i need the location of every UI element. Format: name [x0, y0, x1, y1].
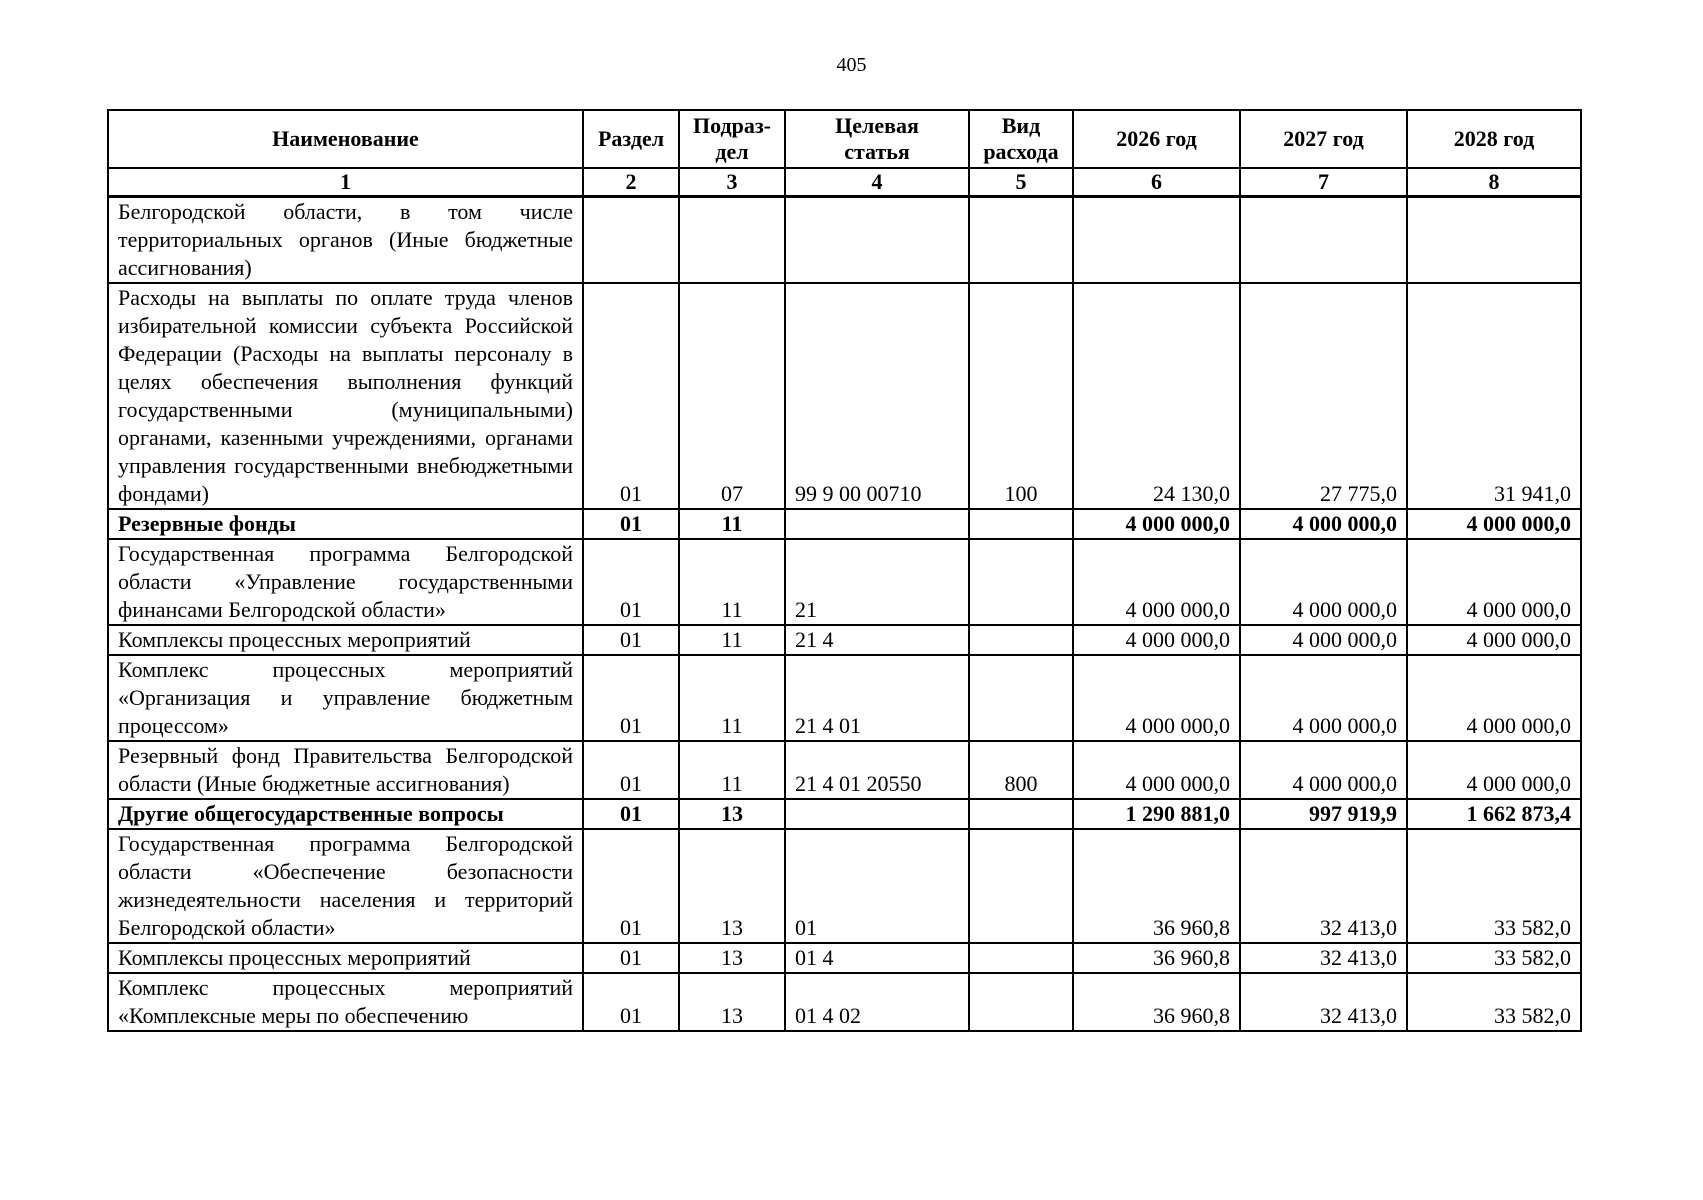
table-cell-name: Комплексы процессных мероприятий: [108, 943, 583, 973]
table-row: [108, 943, 1581, 973]
table-cell-vid: [969, 943, 1073, 973]
column-number: 6: [1073, 168, 1240, 197]
table-row: [108, 973, 1581, 1031]
table-row: [108, 625, 1581, 655]
table-cell-2027: 32 413,0: [1240, 973, 1407, 1031]
table-cell-name: Расходы на выплаты по оплате труда членов избирательной комиссии субъекта Российской Федерации (Расходы на выплаты персоналу в целях обеспечения выполнения функций государственными (муниципальными) органами, казенными учреждениями, органами управления государственными внебюджетными фондами): [108, 283, 583, 509]
header-cell-podrazdel: Подраз- дел: [679, 110, 785, 168]
table-cell-podrazdel: 11: [679, 509, 785, 539]
table-cell-razdel: 01: [583, 799, 679, 829]
column-number: 7: [1240, 168, 1407, 197]
header-cell-2028: 2028 год: [1407, 110, 1581, 168]
table-cell-2027: 4 000 000,0: [1240, 625, 1407, 655]
table-cell-podrazdel: 13: [679, 973, 785, 1031]
table-cell-name: Белгородской области, в том числе территориальных органов (Иные бюджетные ассигнования): [108, 197, 583, 284]
table-cell-2028: 33 582,0: [1407, 829, 1581, 943]
table-cell-vid: 100: [969, 283, 1073, 509]
table-row: [108, 799, 1581, 829]
table-cell-2026: 36 960,8: [1073, 943, 1240, 973]
table-cell-vid: [969, 655, 1073, 741]
table-cell-2026: 4 000 000,0: [1073, 655, 1240, 741]
table-cell-2027: 4 000 000,0: [1240, 539, 1407, 625]
table-cell-2027: 32 413,0: [1240, 829, 1407, 943]
table-cell-name: Государственная программа Белгородской области «Обеспечение безопасности жизнедеятельности населения и территорий Белгородской области»: [108, 829, 583, 943]
table-row: [108, 655, 1581, 741]
table-cell-name: Другие общегосударственные вопросы: [108, 799, 583, 829]
table-row: [108, 741, 1581, 799]
table-cell-vid: [969, 539, 1073, 625]
table-cell-2027: 4 000 000,0: [1240, 741, 1407, 799]
table-cell-statya: [785, 509, 969, 539]
table-cell-2026: 4 000 000,0: [1073, 509, 1240, 539]
table-cell-podrazdel: [679, 197, 785, 284]
table-cell-statya: 01: [785, 829, 969, 943]
table-cell-name: Государственная программа Белгородской области «Управление государственными финансами Белгородской области»: [108, 539, 583, 625]
table-cell-podrazdel: 07: [679, 283, 785, 509]
table-cell-statya: [785, 197, 969, 284]
header-cell-2026: 2026 год: [1073, 110, 1240, 168]
budget-table: [107, 109, 1582, 1032]
table-cell-2027: [1240, 197, 1407, 284]
column-number: 5: [969, 168, 1073, 197]
column-number: 1: [108, 168, 583, 197]
table-cell-razdel: [583, 197, 679, 284]
table-cell-statya: 21 4 01 20550: [785, 741, 969, 799]
table-cell-2026: 36 960,8: [1073, 973, 1240, 1031]
table-cell-razdel: 01: [583, 283, 679, 509]
table-cell-podrazdel: 11: [679, 741, 785, 799]
table-cell-statya: 21 4 01: [785, 655, 969, 741]
table-cell-statya: 01 4: [785, 943, 969, 973]
header-cell-name: Наименование: [108, 110, 583, 168]
table-cell-podrazdel: 11: [679, 655, 785, 741]
table-cell-name: Комплекс процессных мероприятий «Организация и управление бюджетным процессом»: [108, 655, 583, 741]
header-cell-2027: 2027 год: [1240, 110, 1407, 168]
table-cell-vid: [969, 973, 1073, 1031]
table-body: [108, 197, 1581, 1032]
table-cell-name: Комплексы процессных мероприятий: [108, 625, 583, 655]
table-cell-2026: [1073, 197, 1240, 284]
table-cell-podrazdel: 11: [679, 539, 785, 625]
column-number: 2: [583, 168, 679, 197]
header-cell-razdel: Раздел: [583, 110, 679, 168]
table-cell-vid: [969, 799, 1073, 829]
table-row: [108, 509, 1581, 539]
table-cell-2027: 4 000 000,0: [1240, 509, 1407, 539]
table-cell-name: Резервные фонды: [108, 509, 583, 539]
table-cell-2028: 4 000 000,0: [1407, 509, 1581, 539]
table-cell-vid: [969, 829, 1073, 943]
table-cell-razdel: 01: [583, 829, 679, 943]
table-cell-podrazdel: 13: [679, 799, 785, 829]
table-cell-2028: 1 662 873,4: [1407, 799, 1581, 829]
table-cell-name: Комплекс процессных мероприятий «Комплексные меры по обеспечению: [108, 973, 583, 1031]
table-cell-vid: [969, 625, 1073, 655]
header-cell-statya: Целевая статья: [785, 110, 969, 168]
table-cell-razdel: 01: [583, 509, 679, 539]
table-cell-statya: 01 4 02: [785, 973, 969, 1031]
column-number: 4: [785, 168, 969, 197]
table-cell-razdel: 01: [583, 625, 679, 655]
table-cell-statya: 21 4: [785, 625, 969, 655]
table-cell-vid: 800: [969, 741, 1073, 799]
table-cell-2027: 32 413,0: [1240, 943, 1407, 973]
column-number: 3: [679, 168, 785, 197]
table-cell-podrazdel: 13: [679, 829, 785, 943]
table-cell-statya: 99 9 00 00710: [785, 283, 969, 509]
table-cell-2028: 4 000 000,0: [1407, 655, 1581, 741]
table-cell-2028: 4 000 000,0: [1407, 741, 1581, 799]
table-cell-2026: 4 000 000,0: [1073, 625, 1240, 655]
table-cell-podrazdel: 13: [679, 943, 785, 973]
column-number-row: [108, 168, 1581, 197]
table-cell-podrazdel: 11: [679, 625, 785, 655]
table-cell-vid: [969, 509, 1073, 539]
table-cell-razdel: 01: [583, 539, 679, 625]
table-row: [108, 283, 1581, 509]
table-cell-2026: 24 130,0: [1073, 283, 1240, 509]
table-cell-vid: [969, 197, 1073, 284]
table-cell-name: Резервный фонд Правительства Белгородской области (Иные бюджетные ассигнования): [108, 741, 583, 799]
table-row: [108, 829, 1581, 943]
table-cell-2026: 4 000 000,0: [1073, 539, 1240, 625]
page-number: 405: [836, 54, 867, 76]
table-cell-statya: [785, 799, 969, 829]
table-cell-2027: 997 919,9: [1240, 799, 1407, 829]
table-row: [108, 539, 1581, 625]
table-cell-2028: [1407, 197, 1581, 284]
table-cell-statya: 21: [785, 539, 969, 625]
table-cell-razdel: 01: [583, 943, 679, 973]
table-cell-razdel: 01: [583, 973, 679, 1031]
table-cell-2028: 4 000 000,0: [1407, 625, 1581, 655]
table-cell-2028: 33 582,0: [1407, 943, 1581, 973]
table-cell-2028: 31 941,0: [1407, 283, 1581, 509]
column-number: 8: [1407, 168, 1581, 197]
table-cell-2027: 27 775,0: [1240, 283, 1407, 509]
table-cell-2028: 33 582,0: [1407, 973, 1581, 1031]
table-cell-2026: 4 000 000,0: [1073, 741, 1240, 799]
table-cell-2027: 4 000 000,0: [1240, 655, 1407, 741]
table-cell-razdel: 01: [583, 655, 679, 741]
table-cell-2026: 1 290 881,0: [1073, 799, 1240, 829]
table-cell-2026: 36 960,8: [1073, 829, 1240, 943]
table-cell-razdel: 01: [583, 741, 679, 799]
header-row: [108, 110, 1581, 168]
table-cell-2028: 4 000 000,0: [1407, 539, 1581, 625]
table-row: [108, 197, 1581, 284]
header-cell-vid: Вид расхода: [969, 110, 1073, 168]
